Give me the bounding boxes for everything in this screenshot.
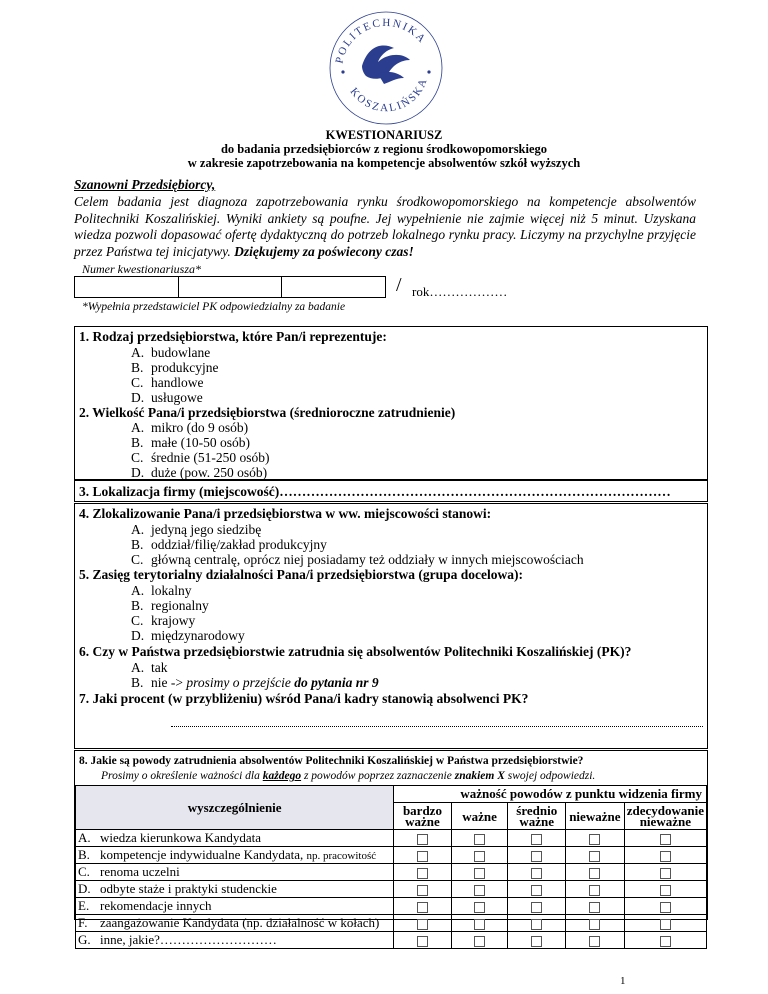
page-number: 1 xyxy=(620,975,626,987)
checkbox-cell[interactable] xyxy=(566,915,625,932)
questionnaire-number-label: Numer kwestionariusza* xyxy=(82,262,202,276)
checkbox-cell[interactable] xyxy=(394,898,451,915)
checkbox-cell[interactable] xyxy=(624,864,706,881)
skip-instruction: prosimy o przejście xyxy=(186,675,295,690)
row-label: B. kompetencje indywidualne Kandydata, np. pracowitość xyxy=(76,847,394,864)
checkbox-cell[interactable] xyxy=(508,830,566,847)
checkbox-cell[interactable] xyxy=(566,932,625,949)
checkbox-cell[interactable] xyxy=(451,847,508,864)
importance-header: ważność powodów z punktu widzenia firmy xyxy=(394,786,707,803)
checkbox-cell[interactable] xyxy=(451,881,508,898)
number-cell[interactable] xyxy=(282,277,385,297)
checkbox[interactable] xyxy=(660,919,671,930)
col-header: bardzo ważne xyxy=(394,803,451,830)
logo-top-text: POLITECHNIKA xyxy=(333,16,429,65)
checkbox[interactable] xyxy=(660,902,671,913)
checkbox-cell[interactable] xyxy=(624,830,706,847)
table-row xyxy=(76,830,707,847)
checkbox[interactable] xyxy=(531,919,542,930)
checkbox[interactable] xyxy=(531,885,542,896)
checkbox[interactable] xyxy=(417,868,428,879)
document-subtitle-2: w zakresie zapotrzebowania na kompetencje absolwentów szkół wyższych xyxy=(187,156,581,170)
greeting: Szanowni Przedsiębiorcy, xyxy=(74,177,216,192)
question-4: 4. Zlokalizowanie Pana/i przedsiębiorstwa w ww. miejscowości stanowi: xyxy=(79,506,492,521)
section-q4-q7 xyxy=(74,503,708,749)
option[interactable]: A. lokalny xyxy=(131,583,192,598)
checkbox[interactable] xyxy=(589,919,600,930)
checkbox-cell[interactable] xyxy=(394,864,451,881)
col-header: średnio ważne xyxy=(508,803,566,830)
number-cell[interactable] xyxy=(75,277,179,297)
questionnaire-number-field[interactable] xyxy=(74,276,386,298)
option[interactable]: B. regionalny xyxy=(131,598,209,613)
checkbox[interactable] xyxy=(531,902,542,913)
checkbox[interactable] xyxy=(589,936,600,947)
option[interactable]: A. jedyną jego siedzibę xyxy=(131,522,262,537)
section-q1-q2 xyxy=(74,326,708,480)
checkbox-cell[interactable] xyxy=(508,881,566,898)
number-cell[interactable] xyxy=(179,277,283,297)
option[interactable]: D. duże (pow. 250 osób) xyxy=(131,465,268,480)
question-5: 5. Zasięg terytorialny działalności Pana/i przedsiębiorstwa (grupa docelowa): xyxy=(79,567,523,582)
reasons-table xyxy=(75,785,707,949)
intro-paragraph xyxy=(74,194,696,260)
checkbox-cell[interactable] xyxy=(566,881,625,898)
col-header: nieważne xyxy=(566,803,625,830)
col-header: ważne xyxy=(451,803,508,830)
checkbox-cell[interactable] xyxy=(508,864,566,881)
checkbox[interactable] xyxy=(417,936,428,947)
table-row xyxy=(76,864,707,881)
checkbox[interactable] xyxy=(531,868,542,879)
option[interactable]: C. handlowe xyxy=(131,375,204,390)
fill-note: *Wypełnia przedstawiciel PK odpowiedzialny za badanie xyxy=(82,301,346,313)
year-field[interactable]: rok……………… xyxy=(412,284,508,299)
checkbox-cell[interactable] xyxy=(508,847,566,864)
row-label: F. zaangażowanie Kandydata (np. działalność w kołach) xyxy=(76,915,394,932)
question-8: 8. Jakie są powody zatrudnienia absolwentów Politechniki Koszalińskiej w Państwa przedsiębiorstwie? xyxy=(79,755,584,767)
checkbox-cell[interactable] xyxy=(394,847,451,864)
checkbox-cell[interactable] xyxy=(508,915,566,932)
option[interactable]: D. usługowe xyxy=(131,390,203,405)
checkbox-cell[interactable] xyxy=(624,847,706,864)
row-label: C. renoma uczelni xyxy=(76,864,394,881)
option[interactable]: B. małe (10-50 osób) xyxy=(131,435,250,450)
logo-bottom-text: KOSZALIŃSKA xyxy=(347,75,431,115)
intro-text: Celem badania jest diagnoza zapotrzebowania rynku środkowopomorskiego na kompetencje absolwentów Politechniki Koszalińskiej. Wyniki ankiety są poufne. Jej wypełnienie nie zajmie więcej niż 5 minut. Uzyskana wiedza pozwoli dopasować ofertę dydaktyczną do potrzeb lokalnego rynku pracy. Liczymy na przychylne przyjęcie przez Państwa tej inicjatywy. xyxy=(74,194,696,259)
checkbox[interactable] xyxy=(474,851,485,862)
checkbox[interactable] xyxy=(474,919,485,930)
row-label: E. rekomendacje innych xyxy=(76,898,394,915)
option[interactable]: C. średnie (51-250 osób) xyxy=(131,450,270,465)
checkbox-cell[interactable] xyxy=(394,881,451,898)
checkbox[interactable] xyxy=(474,885,485,896)
checkbox-cell[interactable] xyxy=(624,915,706,932)
checkbox[interactable] xyxy=(660,868,671,879)
row-label: G. inne, jakie?……………………… xyxy=(76,932,394,949)
checkbox[interactable] xyxy=(417,919,428,930)
checkbox[interactable] xyxy=(474,868,485,879)
checkbox-cell[interactable] xyxy=(451,898,508,915)
checkbox-cell[interactable] xyxy=(394,932,451,949)
checkbox[interactable] xyxy=(417,902,428,913)
row-label: A. wiedza kierunkowa Kandydata xyxy=(76,830,394,847)
question-8-instruction: Prosimy o określenie ważności dla każdego z powodów poprzez zaznaczenie znakiem X swojej odpowiedzi. xyxy=(101,770,596,782)
checkbox[interactable] xyxy=(474,902,485,913)
checkbox[interactable] xyxy=(660,936,671,947)
question-1: 1. Rodzaj przedsiębiorstwa, które Pan/i reprezentuje: xyxy=(79,329,387,344)
answer-line[interactable] xyxy=(171,724,703,727)
question-2: 2. Wielkość Pana/i przedsiębiorstwa (średnioroczne zatrudnienie) xyxy=(79,405,456,420)
checkbox[interactable] xyxy=(660,851,671,862)
table-row xyxy=(76,932,707,949)
checkbox-cell[interactable] xyxy=(624,881,706,898)
option[interactable]: C. krajowy xyxy=(131,613,196,628)
checkbox-cell[interactable] xyxy=(451,932,508,949)
checkbox[interactable] xyxy=(417,851,428,862)
section-q3 xyxy=(74,480,708,502)
option[interactable]: A. mikro (do 9 osób) xyxy=(131,420,249,435)
checkbox[interactable] xyxy=(474,834,485,845)
checkbox[interactable] xyxy=(531,851,542,862)
checkbox[interactable] xyxy=(474,936,485,947)
checkbox-cell[interactable] xyxy=(566,864,625,881)
checkbox-cell[interactable] xyxy=(451,830,508,847)
row-label: D. odbyte staże i praktyki studenckie xyxy=(76,881,394,898)
checkbox-cell[interactable] xyxy=(624,932,706,949)
checkbox[interactable] xyxy=(660,834,671,845)
checkbox-cell[interactable] xyxy=(566,830,625,847)
checkbox[interactable] xyxy=(417,834,428,845)
checkbox[interactable] xyxy=(660,885,671,896)
option[interactable]: B. oddział/filię/zakład produkcyjny xyxy=(131,537,327,552)
checkbox[interactable] xyxy=(589,902,600,913)
col-item-header: wyszczególnienie xyxy=(76,786,394,830)
question-7: 7. Jaki procent (w przybliżeniu) wśród Pana/i kadry stanowią absolwenci PK? xyxy=(79,691,529,706)
table-row xyxy=(76,898,707,915)
option[interactable]: A. budowlane xyxy=(131,345,211,360)
checkbox-cell[interactable] xyxy=(624,898,706,915)
number-slash: / xyxy=(396,274,402,296)
checkbox-cell[interactable] xyxy=(566,898,625,915)
politechnika-koszalinska-logo xyxy=(324,8,448,126)
document-subtitle-1: do badania przedsiębiorców z regionu środkowopomorskiego xyxy=(220,142,548,156)
checkbox[interactable] xyxy=(589,851,600,862)
checkbox[interactable] xyxy=(417,885,428,896)
table-row xyxy=(76,915,707,932)
col-header: zdecydowanie nieważne xyxy=(624,803,706,830)
checkbox-cell[interactable] xyxy=(508,932,566,949)
checkbox[interactable] xyxy=(589,834,600,845)
section-q8 xyxy=(74,750,708,947)
table-row xyxy=(76,881,707,898)
checkbox[interactable] xyxy=(531,936,542,947)
option[interactable]: B. nie -> prosimy o przejście do pytania nr 9 xyxy=(131,675,379,690)
checkbox-cell[interactable] xyxy=(451,864,508,881)
option[interactable]: C. główną centralę, oprócz niej posiadamy też oddziały w innych miejscowościach xyxy=(131,552,584,567)
option[interactable]: A. tak xyxy=(131,660,168,675)
question-6: 6. Czy w Państwa przedsiębiorstwie zatrudnia się absolwentów Politechniki Koszalińskiej (PK)? xyxy=(79,644,632,659)
option[interactable]: B. produkcyjne xyxy=(131,360,219,375)
intro-thanks: Dziękujemy za poświecony czas! xyxy=(234,243,414,259)
option[interactable]: D. międzynarodowy xyxy=(131,628,245,643)
question-3[interactable]: 3. Lokalizacja firmy (miejscowość)…………………………………………………………………………… xyxy=(79,484,671,499)
checkbox[interactable] xyxy=(589,885,600,896)
checkbox-cell[interactable] xyxy=(566,847,625,864)
document-title: KWESTIONARIUSZ xyxy=(325,128,443,142)
checkbox-cell[interactable] xyxy=(394,915,451,932)
checkbox[interactable] xyxy=(589,868,600,879)
checkbox-cell[interactable] xyxy=(508,898,566,915)
table-row xyxy=(76,847,707,864)
checkbox-cell[interactable] xyxy=(394,830,451,847)
checkbox-cell[interactable] xyxy=(451,915,508,932)
checkbox[interactable] xyxy=(531,834,542,845)
skip-target: do pytania nr 9 xyxy=(294,675,379,690)
